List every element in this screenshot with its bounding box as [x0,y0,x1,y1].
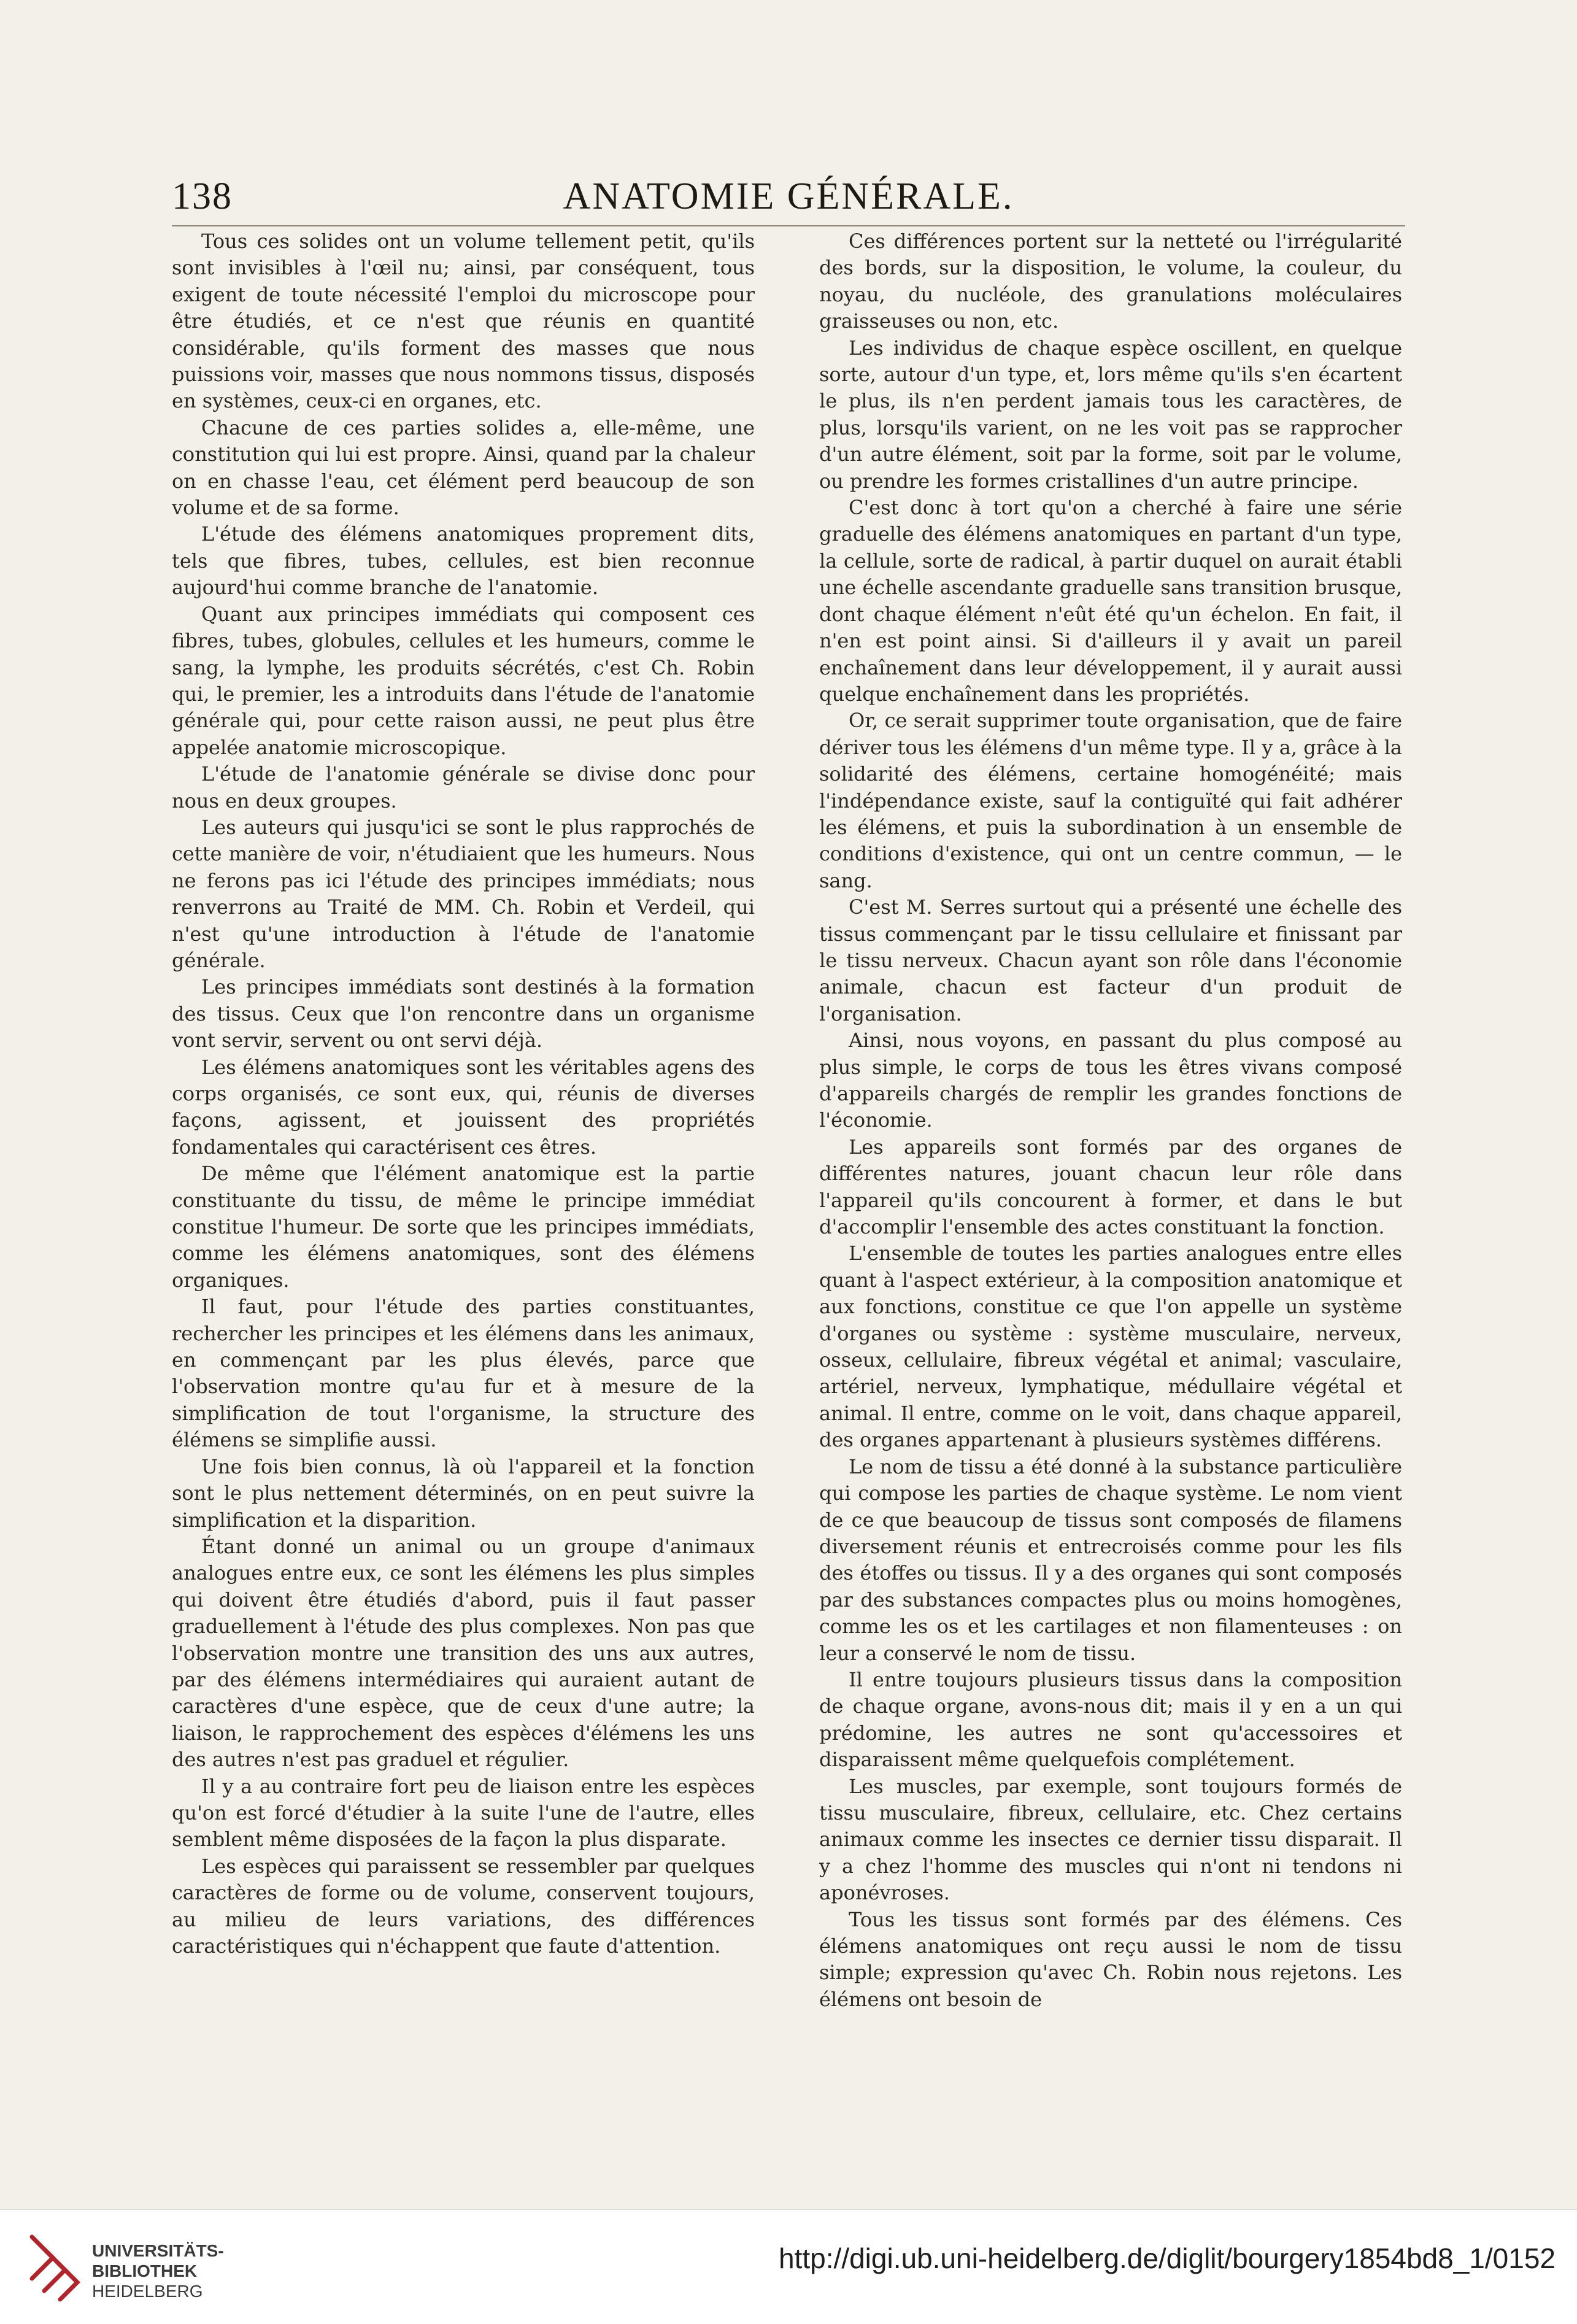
paragraph: Ces différences portent sur la netteté ou l'irrégularité des bords, sur la disposition, le volume, la couleur, du noyau, du nucléole, des granulations moléculaires graisseuses ou non, etc. [819,230,1402,333]
paragraph: Les individus de chaque espèce oscillent, en quelque sorte, autour d'un type, et, lors même qu'ils s'en écartent le plus, ils n'en perdent jamais tous les caractères, de plus, lorsqu'ils varient, on ne les voit pas se rapprocher d'un autre élément, soit par la forme, soit par le volume, ou prendre les formes cristallines d'un autre principe. [819,336,1402,493]
paragraph: Tous les tissus sont formés par des élémens. Ces élémens anatomiques ont reçu aussi le nom de tissu simple; expression qu'avec Ch. Robin nous rejetons. Les élémens ont besoin de [819,1907,1402,2011]
library-name-line: BIBLIOTHEK [92,2261,198,2280]
paragraph: C'est M. Serres surtout qui a présenté une échelle des tissus commençant par le tissu cellulaire et finissant par le tissu nerveux. Chacun ayant son rôle dans l'économie animale, chacun est facteur d'un produit de l'organisation. [819,895,1402,1025]
paragraph: L'ensemble de toutes les parties analogues entre elles quant à l'aspect extérieur, à la composition anatomique et aux fonctions, constitue ce que l'on appelle un système d'organes ou système : système musculaire, nerveux, osseux, cellulaire, fibreux végétal et animal; vasculaire, artériel, nerveux, lymphatique, médullaire végétal et animal. Il entre, comme on le voit, dans chaque appareil, des organes appartenant à plusieurs systèmes différens. [819,1241,1402,1452]
paragraph: Le nom de tissu a été donné à la substance particulière qui compose les parties de chaque système. Le nom vient de ce que beaucoup de tissus sont composés de filamens diversement réunis et entrecroisés comme pour les fils des étoffes ou tissus. Il y a des organes qui sont composés par des substances compactes plus ou moins homogènes, comme les os et les cartilages et non filamenteuses : on leur a conservé le nom de tissu. [819,1454,1402,1665]
paragraph: Les espèces qui paraissent se ressembler par quelques caractères de forme ou de volume, conservent toujours, au milieu de leurs variations, des différences caractéristiques qui n'échappent que faute d'attention. [172,1854,755,1958]
paragraph: Ainsi, nous voyons, en passant du plus composé au plus simple, le corps de tous les êtres vivans composé d'appareils chargés de remplir les grandes fonctions de l'économie. [819,1029,1402,1132]
paragraph: Les muscles, par exemple, sont toujours formés de tissu musculaire, fibreux, cellulaire, etc. Chez certains animaux comme les insectes ce dernier tissu disparait. Il y a chez l'homme des muscles qui n'ont ni tendons ni aponévroses. [819,1774,1402,1905]
paragraph: Chacune de ces parties solides a, elle-même, une constitution qui lui est propre. Ainsi, quand par la chaleur on en chasse l'eau, cet élément perd beaucoup de son volume et de sa forme. [172,415,755,520]
library-name-line: HEIDELBERG [92,2282,203,2301]
paragraph: De même que l'élément anatomique est la partie constituante du tissu, de même le principe immédiat constitue l'humeur. De sorte que les principes immédiats, comme les élémens anatomiques, sont des élémens organiques. [172,1162,755,1292]
paragraph: Une fois bien connus, là où l'appareil et la fonction sont le plus nettement déterminés, on en peut suivre la simplification et la disparition. [172,1454,755,1532]
page-number: 138 [172,176,233,217]
library-name [92,2241,224,2301]
running-title: ANATOMIE GÉNÉRALE. [563,176,1014,217]
paragraph: Il y a au contraire fort peu de liaison entre les espèces qu'on est forcé d'étudier à la suite l'une de l'autre, elles semblent même disposées de la façon la plus disparate. [172,1774,755,1851]
paragraph: Les appareils sont formés par des organes de différentes natures, jouant chacun leur rôle dans l'appareil qu'ils concourent à former, et dans le but d'accomplir l'ensemble des actes constituant la fonction. [819,1135,1402,1239]
paragraph: Il faut, pour l'étude des parties constituantes, rechercher les principes et les élémens dans les animaux, en commençant par les plus élevés, parce que l'observation montre qu'au fur et à mesure de la simplification de tout l'organisme, la structure des élémens se simplifie aussi. [172,1295,755,1452]
paragraph: L'étude des élémens anatomiques proprement dits, tels que fibres, tubes, cellules, est bien reconnue aujourd'hui comme branche de l'anatomie. [172,522,755,600]
header-rule [172,225,1405,226]
library-logo-icon [26,2233,81,2302]
source-url-link[interactable]: http://digi.ub.uni-heidelberg.de/diglit/bourgery1854bd8_1/0152 [779,2242,1556,2274]
left-column [172,228,755,1959]
paragraph: Or, ce serait supprimer toute organisation, que de faire dériver tous les élémens d'un même type. Il y a, grâce à la solidarité des élémens, certaine homogénéité; mais l'indépendance existe, sauf la contiguïté qui fait adhérer les élémens, et puis la subordination à un ensemble de conditions d'existence, qui ont un centre commun, — le sang. [819,709,1402,892]
paragraph: Il entre toujours plusieurs tissus dans la composition de chaque organe, avons-nous dit; mais il y en a un qui prédomine, les autres ne sont qu'accessoires et disparaissent même quelquefois complétement. [819,1667,1402,1772]
paragraph: L'étude de l'anatomie générale se divise donc pour nous en deux groupes. [172,762,755,813]
paragraph: Les élémens anatomiques sont les véritables agens des corps organisés, ce sont eux, qui, réunis de diverses façons, agissent, et jouissent des propriétés fondamentales qui caractérisent ces êtres. [172,1055,755,1159]
library-name-line: UNIVERSITÄTS- [92,2241,224,2260]
paragraph: Les auteurs qui jusqu'ici se sont le plus rapprochés de cette manière de voir, n'étudiaient que les humeurs. Nous ne ferons pas ici l'étude des principes immédiats; nous renverrons au Traité de MM. Ch. Robin et Verdeil, qui n'est qu'une introduction à l'étude de l'anatomie générale. [172,815,755,972]
paragraph: Les principes immédiats sont destinés à la formation des tissus. Ceux que l'on rencontre dans un organisme vont servir, servent ou ont servi déjà. [172,975,755,1052]
paragraph: Tous ces solides ont un volume tellement petit, qu'ils sont invisibles à l'œil nu; ainsi, par conséquent, tous exigent de toute nécessité l'emploi du microscope pour être étudiés, et ce n'est que réunis en quantité considérable, qu'ils forment des masses que nous puissions voir, masses que nous nommons tissus, disposés en systèmes, ceux-ci en organes, etc. [172,230,755,413]
paragraph: C'est donc à tort qu'on a cherché à faire une série graduelle des élémens anatomiques en partant d'un type, la cellule, sorte de radical, à partir duquel on aurait établi une échelle ascendante graduelle sans transition brusque, dont chaque élément n'eût été qu'un échelon. En fait, il n'en est point ainsi. Si d'ailleurs il y avait un pareil enchaînement dans leur développement, il y aurait aussi quelque enchaînement dans les propriétés. [819,496,1402,706]
viewer-footer [0,2209,1577,2324]
page-header [172,175,1405,230]
paragraph: Quant aux principes immédiats qui composent ces fibres, tubes, globules, cellules et les humeurs, comme le sang, la lymphe, les produits sécrétés, c'est Ch. Robin qui, le premier, les a introduits dans l'étude de l'anatomie générale qui, pour cette raison aussi, ne peut plus être appelée anatomie microscopique. [172,602,755,759]
right-column [819,228,1402,2011]
paragraph: Étant donné un animal ou un groupe d'animaux analogues entre eux, ce sont les élémens les plus simples qui doivent être étudiés d'abord, puis il faut passer graduellement à l'étude des plus complexes. Non pas que l'observation montre une transition des uns aux autres, par des élémens intermédiaires qui auraient autant de caractères d'une espèce, que de ceux d'une autre; la liaison, le rapprochement des espèces d'élémens les uns des autres n'est pas graduel et régulier. [172,1534,755,1772]
